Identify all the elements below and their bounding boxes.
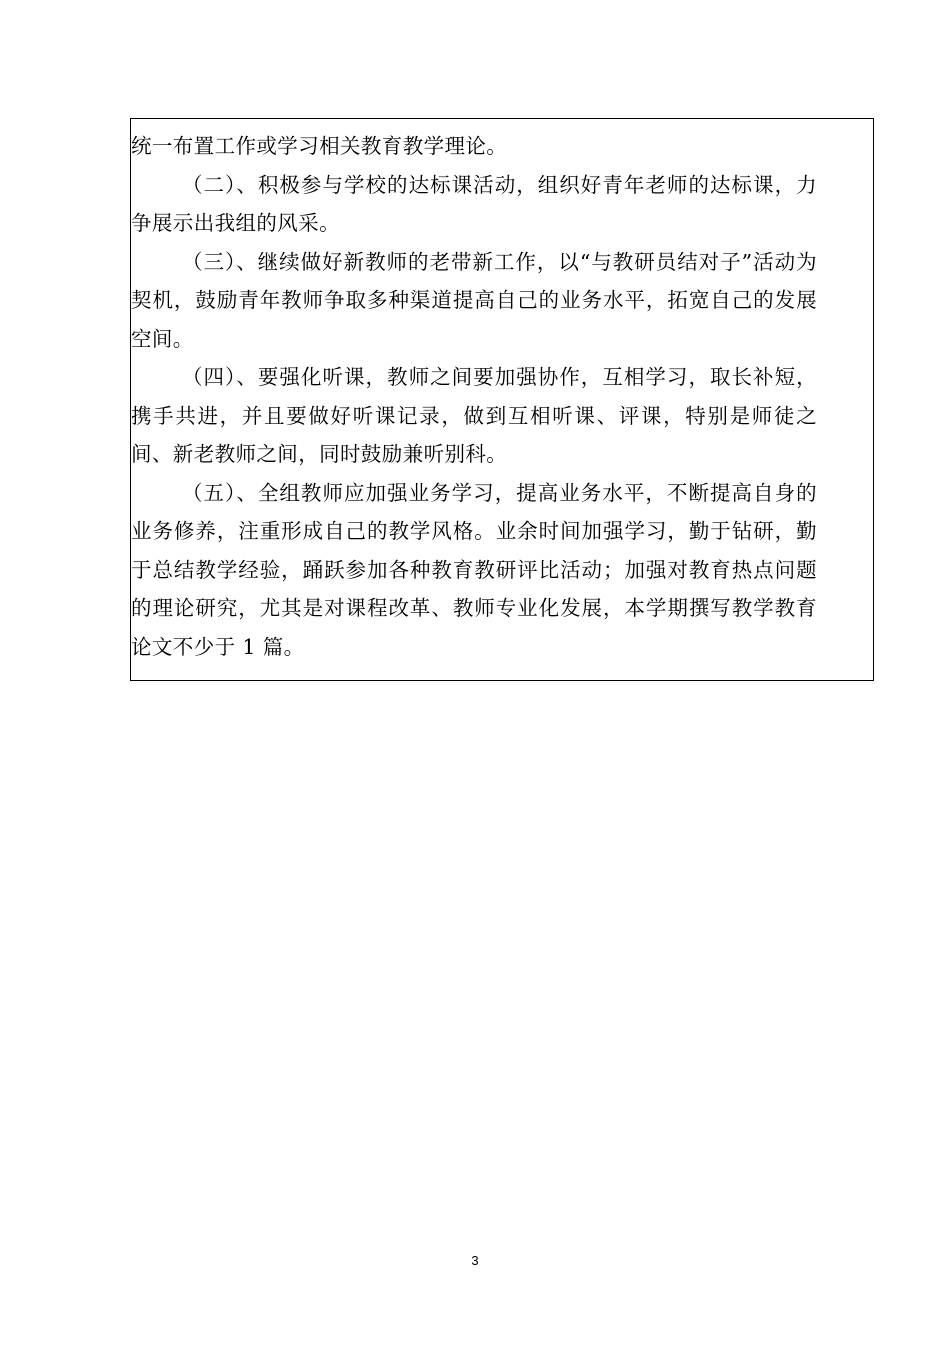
paragraph-item-3: （三）、继续做好新教师的老带新工作，以“与教研员结对子”活动为契机，鼓励青年教师争取多种渠道提高自己的业务水平，拓宽自己的发展空间。 (131, 249, 817, 351)
paragraph-item-5: （五）、全组教师应加强业务学习，提高业务水平，不断提高自身的业务修养，注重形成自己的教学风格。业余时间加强学习，勤于钻研，勤于总结教学经验，踊跃参加各种教育教研评比活动；加强对教育热点问题的理论研究，尤其是对课程改革、教师专业化发展，本学期撰写教学教育论文不少于 1 篇。 (131, 480, 817, 659)
page-number: 3 (471, 1253, 479, 1268)
paragraph-continuation: 统一布置工作或学习相关教育教学理论。 (131, 134, 508, 158)
paragraph-item-4: （四）、要强化听课，教师之间要加强协作，互相学习，取长补短，携手共进，并且要做好听课记录，做到互相听课、评课，特别是师徒之间、新老教师之间，同时鼓励兼听别科。 (131, 365, 817, 466)
content-table-cell (130, 118, 874, 681)
paragraph-item-2: （二）、积极参与学校的达标课活动，组织好青年老师的达标课，力争展示出我组的风采。 (131, 172, 817, 235)
